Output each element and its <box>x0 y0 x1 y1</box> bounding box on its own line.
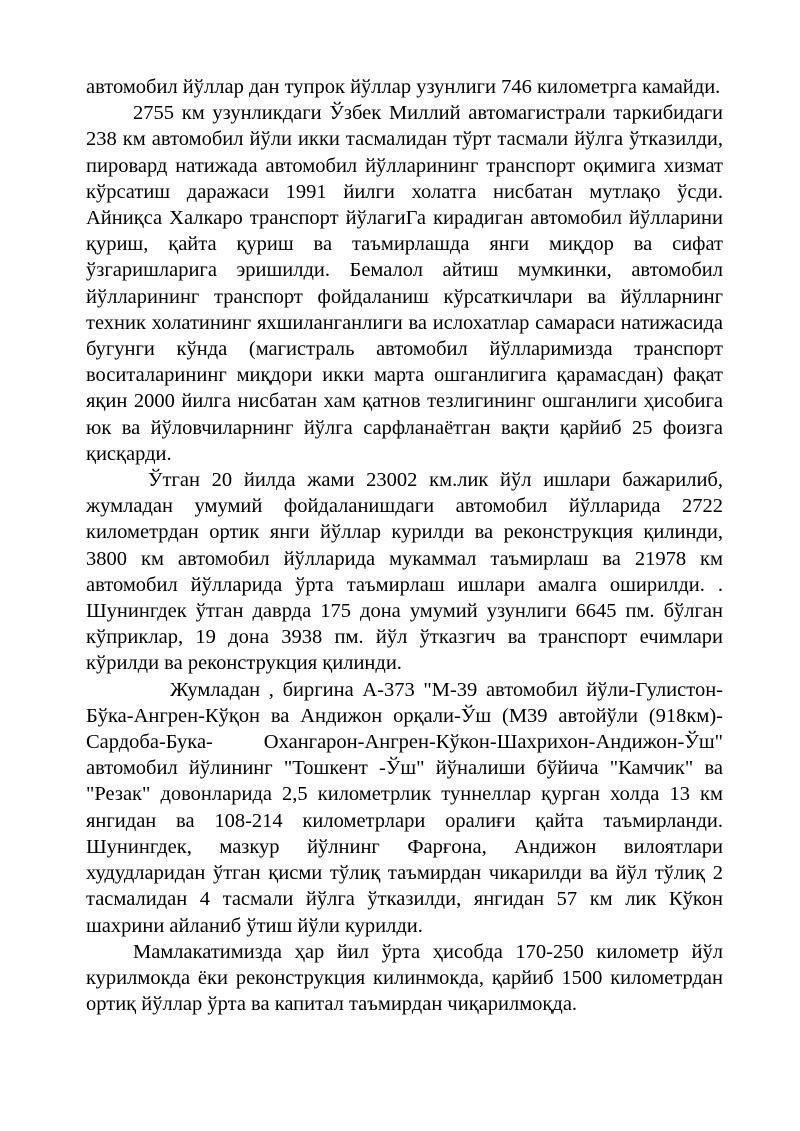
document-page <box>86 74 723 1017</box>
paragraph-continuation: автомобил йўллар дан тупрок йўллар узунлиги 746 километрга камайди. <box>86 76 721 98</box>
paragraph-road-works-20-years: Ўтган 20 йилда жами 23002 км.лик йўл ишлари бажарилиб, жумладан умумий фойдаланишдаги автомобил йўлларида 2722 километрдан ортик янги йўллар курилди ва реконструкция қилинди, 3800 км автомобил йўлларида мукаммал таъмирлаш ва 21978 км автомобил йўлларида ўрта таъмирлаш ишлари амалга оширилди. . Шунингдек ўтган даврда 175 дона умумий узунлиги 6645 пм. бўлган кўприклар, 19 дона 3938 пм. йўл ўтказгич ва транспорт ечимлари кўрилди ва реконструкция қилинди. <box>86 469 723 675</box>
paragraph-national-highway: 2755 км узунликдаги Ўзбек Миллий автомагистрали таркибидаги 238 км автомобил йўли икки тасмалидан тўрт тасмали йўлга ўтказилди, пировард натижада автомобил йўлларининг транспорт оқимига хизмат кўрсатиш даражаси 1991 йилги холатга нисбатан мутлақо ўсди. Айниқса Халкаро транспорт йўлагиГа кирадиган автомобил йўлларини қуриш, қайта қуриш ва таъмирлашда янги миқдор ва сифат ўзгаришларига эришилди. Бемалол айтиш мумкинки, автомобил йўлларининг транспорт фойдаланиш кўрсаткичлари ва йўлларнинг техник холатининг яхшиланганлиги ва ислохатлар самараси натижасида бугунги кўнда (магистраль автомобил йўлларимизда транспорт воситаларининг миқдори икки марта ошганлигига қарамасдан) фақат яқин 2000 йилга нисбатан хам қатнов тезлигининг ошганлиги ҳисобига юк ва йўловчиларнинг йўлга сарфланаётган вақти қарйиб 25 фоизга қисқарди. <box>86 102 723 465</box>
paragraph-annual-construction: Мамлакатимизда ҳар йил ўрта ҳисобда 170-250 километр йўл курилмокда ёки реконструкция килинмокда, қарйиб 1500 километрдан ортиқ йўллар ўрта ва капитал таъмирдан чиқарилмоқда. <box>86 940 723 1016</box>
paragraph-a373-highway: Жумладан , биргина А-373 "М-39 автомобил йўли-Гулистон-Бўка-Ангрен-Кўқон ва Андижон орқали-Ўш (М39 автойўли (918км)-Сардоба-Бука- Охангарон-Ангрен-Кўкон-Шахрихон-Андижон-Ўш" автомобил йўлининг "Тошкент -Ўш" йўналиши бўйича "Камчик" ва "Резак" довонларида 2,5 километрлик туннеллар қурган холда 13 км янгидан ва 108-214 километрлари оралиғи қайта таъмирланди. Шунингдек, мазкур йўлнинг Фарғона, Андижон вилоятлари худудларидан ўтган қисми тўлиқ таъмирдан чикарилди ва йўл тўлиқ 2 тасмалидан 4 тасмали йўлга ўтказилди, янгидан 57 км лик Кўкон шахрини айланиб ўтиш йўли курилди. <box>86 678 723 937</box>
